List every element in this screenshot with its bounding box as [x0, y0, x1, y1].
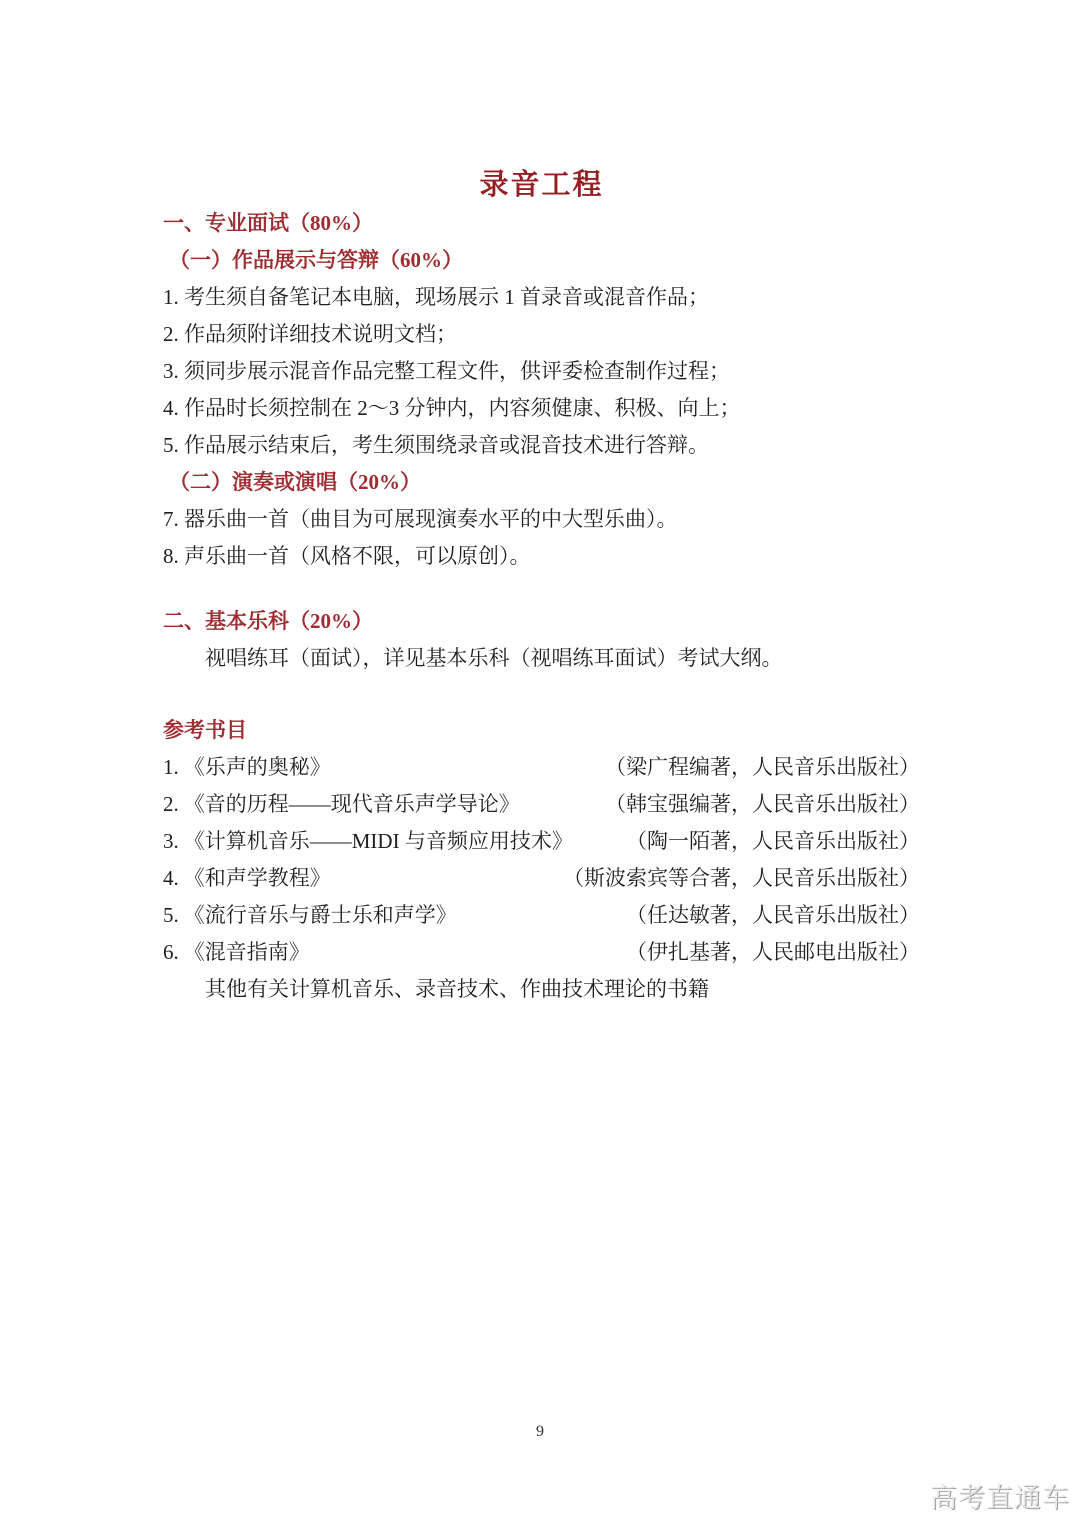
book-title: 1. 《乐声的奥秘》 — [163, 755, 331, 779]
list-item: 2. 作品须附详细技术说明文档； — [163, 322, 457, 346]
reference-book-row — [163, 860, 920, 897]
reference-book-row — [163, 786, 920, 823]
subsection-heading-performance: （二）演奏或演唱（20%） — [169, 470, 421, 494]
book-number: 3. — [163, 829, 179, 853]
book-number: 1. — [163, 755, 179, 779]
book-publisher: （伊扎基著，人民邮电出版社） — [626, 940, 920, 964]
book-number: 5. — [163, 903, 179, 927]
book-publisher: （任达敏著，人民音乐出版社） — [626, 903, 920, 927]
section-heading-basic-music: 二、基本乐科（20%） — [163, 609, 373, 633]
references-note: 其他有关计算机音乐、录音技术、作曲技术理论的书籍 — [205, 977, 709, 1001]
book-title: 2. 《音的历程——现代音乐声学导论》 — [163, 792, 520, 816]
basic-music-body: 视唱练耳（面试），详见基本乐科（视唱练耳面试）考试大纲。 — [205, 646, 783, 670]
list-item: 5. 作品展示结束后，考生须围绕录音或混音技术进行答辩。 — [163, 433, 709, 457]
list-item: 8. 声乐曲一首（风格不限，可以原创）。 — [163, 544, 531, 568]
section-gap — [163, 575, 920, 603]
list-item: 7. 器乐曲一首（曲目为可展现演奏水平的中大型乐曲）。 — [163, 507, 678, 531]
list-item: 3. 须同步展示混音作品完整工程文件，供评委检查制作过程； — [163, 359, 730, 383]
book-publisher: （韩宝强编著，人民音乐出版社） — [605, 792, 920, 816]
reference-book-row — [163, 749, 920, 786]
book-title: 3. 《计算机音乐——MIDI 与音频应用技术》 — [163, 829, 573, 853]
book-title: 5. 《流行音乐与爵士乐和声学》 — [163, 903, 457, 927]
book-publisher: （斯波索宾等合著，人民音乐出版社） — [563, 866, 920, 890]
page-number: 9 — [536, 1423, 544, 1440]
book-number: 2. — [163, 792, 179, 816]
book-number: 6. — [163, 940, 179, 964]
book-number: 4. — [163, 866, 179, 890]
watermark: 高考直通车 — [930, 1483, 1070, 1513]
reference-book-row — [163, 897, 920, 934]
book-title: 6. 《混音指南》 — [163, 940, 310, 964]
reference-book-row — [163, 934, 920, 971]
list-item: 4. 作品时长须控制在 2～3 分钟内，内容须健康、积极、向上； — [163, 396, 741, 420]
book-title: 4. 《和声学教程》 — [163, 866, 331, 890]
list-item: 1. 考生须自备笔记本电脑，现场展示 1 首录音或混音作品； — [163, 285, 709, 309]
section-heading-references: 参考书目 — [163, 718, 247, 742]
book-publisher: （陶一陌著，人民音乐出版社） — [626, 829, 920, 853]
book-publisher: （梁广程编著，人民音乐出版社） — [605, 755, 920, 779]
section-heading-interview: 一、专业面试（80%） — [163, 211, 373, 235]
section-gap — [163, 677, 920, 712]
page-title: 录音工程 — [479, 169, 604, 201]
reference-book-row — [163, 823, 920, 860]
subsection-heading-display-defense: （一）作品展示与答辩（60%） — [169, 248, 463, 272]
